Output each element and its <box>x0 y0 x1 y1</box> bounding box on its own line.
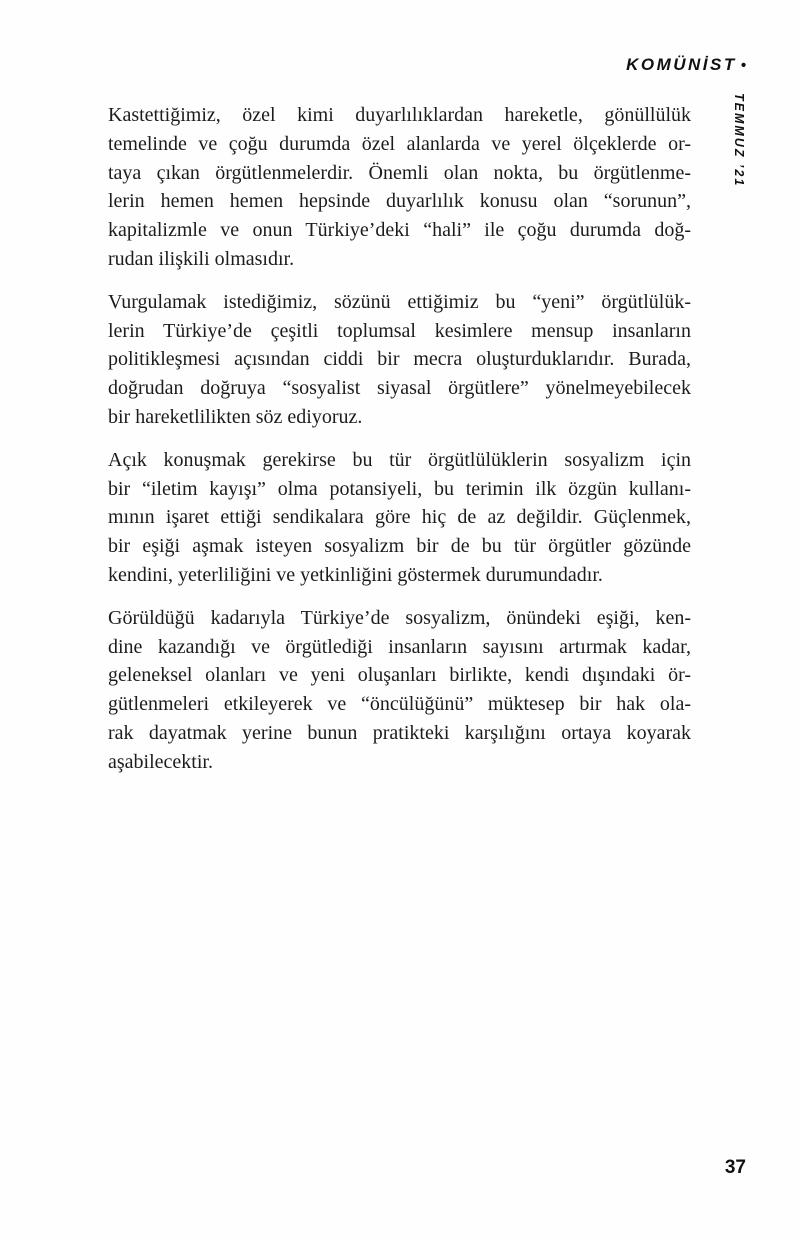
paragraph <box>108 446 691 590</box>
text-line: bir hareketlilikten söz ediyoruz. <box>108 405 363 428</box>
journal-header <box>626 55 746 75</box>
text-line: geleneksel olanları ve yeni oluşanları birlikte, kendi dışındaki ör- <box>108 664 691 687</box>
text-line: Açık konuşmak gerekirse bu tür örgütlülüklerin sosyalizm için <box>108 448 691 471</box>
paragraph <box>108 101 691 274</box>
text-line: mının işaret ettiği sendikalara göre hiç de az değildir. Güçlenmek, <box>108 506 691 529</box>
body-text <box>108 101 691 791</box>
text-line: bir “iletim kayışı” olma potansiyeli, bu terimin ilk özgün kullanı- <box>108 477 691 500</box>
header-bullet-icon: • <box>740 57 746 74</box>
text-line: bir eşiği aşmak isteyen sosyalizm bir de bu tür örgütler gözünde <box>108 535 691 558</box>
paragraph <box>108 288 691 432</box>
text-line: kendini, yeterliliğini ve yetkinliğini göstermek durumundadır. <box>108 563 603 586</box>
text-line: lerin hemen hemen hepsinde duyarlılık konusu olan “sorunun”, <box>108 190 691 213</box>
text-line: kapitalizmle ve onun Türkiye’deki “hali” ile çoğu durumda doğ- <box>108 219 691 242</box>
text-line: temelinde ve çoğu durumda özel alanlarda ve yerel ölçeklerde or- <box>108 132 691 155</box>
text-line: lerin Türkiye’de çeşitli toplumsal kesimlere mensup insanların <box>108 319 691 342</box>
text-line: rak dayatmak yerine bunun pratikteki karşılığını ortaya koyarak <box>108 721 691 744</box>
text-line: politikleşmesi açısından ciddi bir mecra oluşturduklarıdır. Burada, <box>108 348 691 371</box>
page-number: 37 <box>724 1157 746 1178</box>
text-line: Kastettiğimiz, özel kimi duyarlılıklardan hareketle, gönüllülük <box>108 104 691 126</box>
journal-title: KOMÜNİST <box>626 55 737 74</box>
text-line: Görüldüğü kadarıyla Türkiye’de sosyalizm, önündeki eşiği, ken- <box>108 606 691 629</box>
text-line: rudan ilişkili olmasıdır. <box>108 247 295 270</box>
issue-label: TEMMUZ ’21 <box>732 93 746 188</box>
text-line: Vurgulamak istediğimiz, sözünü ettiğimiz bu “yeni” örgütlülük- <box>108 290 691 313</box>
text-line: doğrudan doğruya “sosyalist siyasal örgütlere” yönelmeyebilecek <box>108 377 691 400</box>
paragraph <box>108 604 691 777</box>
text-line: taya çıkan örgütlenmelerdir. Önemli olan nokta, bu örgütlenme- <box>108 161 691 184</box>
text-line: gütlenmeleri etkileyerek ve “öncülüğünü” müktesep bir hak ola- <box>108 693 691 716</box>
text-line: dine kazandığı ve örgütlediği insanların sayısını artırmak kadar, <box>108 635 691 658</box>
text-line: aşabilecektir. <box>108 750 213 773</box>
